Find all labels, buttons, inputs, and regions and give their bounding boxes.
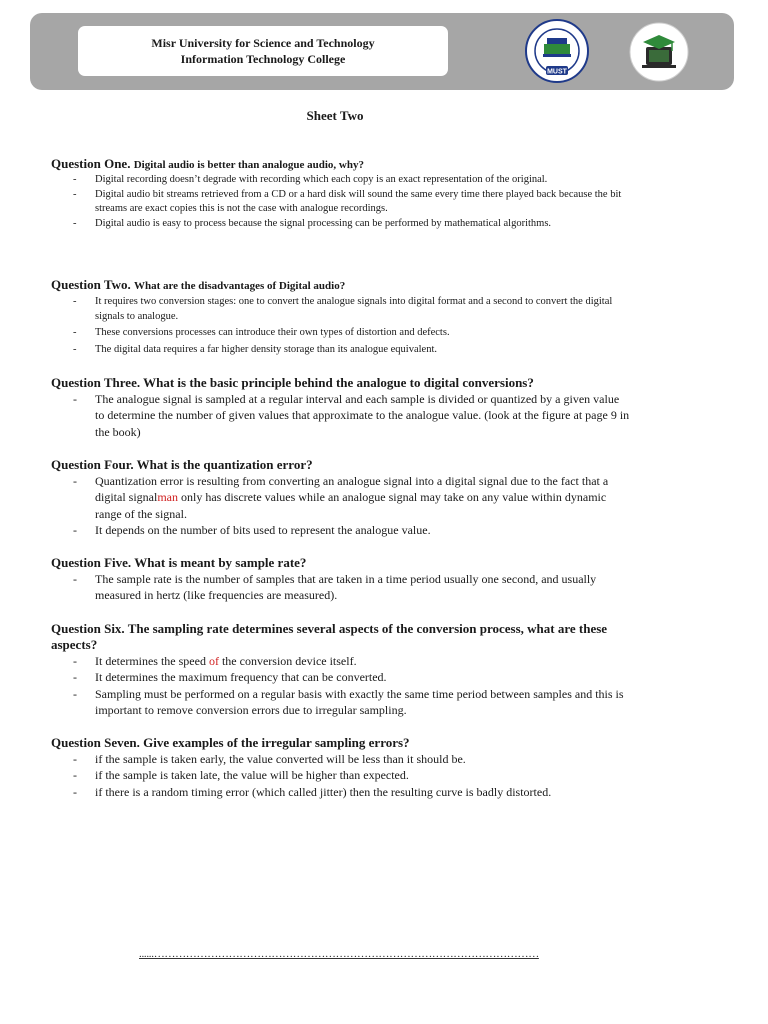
question-number: Question Seven.	[51, 735, 140, 750]
footer-dotted-line: ......………………………………………………………………………………………………	[139, 948, 539, 960]
sheet-title: Sheet Two	[306, 108, 364, 123]
question-three	[51, 375, 631, 440]
question-heading	[51, 457, 631, 473]
question-five	[51, 555, 631, 604]
header-banner	[30, 13, 734, 90]
answer-list	[51, 751, 631, 800]
list-item: - The sample rate is the number of samples that are taken in a time period usually one second, and usually measured in hertz (like frequencies are measured).	[51, 571, 631, 604]
answer-list	[51, 391, 631, 440]
question-six	[51, 621, 631, 718]
graduation-cap-logo	[628, 21, 690, 83]
question-seven	[51, 735, 631, 800]
question-text: What are the disadvantages of Digital audio?	[133, 280, 346, 292]
question-number: Question Three.	[51, 375, 141, 390]
item-text: only has discrete values while an analogue signal may take on any value within dynamic range of the signal.	[95, 490, 607, 521]
answer-list	[51, 473, 631, 538]
question-heading	[51, 555, 631, 571]
answer-list	[51, 295, 631, 358]
answer-list	[51, 173, 631, 232]
list-item: - These conversions processes can introduce their own types of distortion and defects.	[51, 326, 631, 341]
list-item: - The analogue signal is sampled at a regular interval and each sample is divided or quantized by a given value to determine the number of given values that approximate to the analogue value. (look at the figure at page 9 in the book)	[51, 391, 631, 440]
university-name: Misr University for Science and Technology	[151, 36, 375, 50]
university-name-box	[78, 26, 448, 76]
question-number: Question Four.	[51, 457, 134, 472]
list-item	[51, 653, 631, 669]
question-text: What is the quantization error?	[136, 457, 313, 472]
answer-list	[51, 571, 631, 604]
list-item: - if the sample is taken late, the value will be higher than expected.	[51, 767, 631, 783]
question-number: Question One.	[51, 156, 131, 171]
question-two	[51, 277, 631, 358]
question-text: Give examples of the irregular sampling errors?	[143, 735, 410, 750]
question-text: What is the basic principle behind the analogue to digital conversions?	[143, 375, 534, 390]
question-heading	[51, 735, 631, 751]
question-number: Question Two.	[51, 277, 131, 292]
list-item	[51, 473, 631, 522]
question-number: Question Six.	[51, 621, 125, 636]
list-item: - if the sample is taken early, the value converted will be less than it should be.	[51, 751, 631, 767]
list-item: - The digital data requires a far higher density storage than its analogue equivalent.	[51, 343, 631, 358]
question-text: Digital audio is better than analogue audio, why?	[133, 159, 364, 171]
question-text: What is meant by sample rate?	[134, 555, 307, 570]
item-text: the conversion device itself.	[218, 654, 357, 668]
university-seal-logo	[522, 18, 592, 86]
question-heading	[51, 277, 631, 294]
question-heading	[51, 621, 631, 653]
question-one	[51, 156, 631, 232]
list-item: - if there is a random timing error (which called jitter) then the resulting curve is badly distorted.	[51, 784, 631, 800]
highlighted-word: of	[208, 654, 219, 668]
list-item: - Digital audio bit streams retrieved from a CD or a hard disk will sound the same every time there played back because the bit streams are exact copies this is not the case with analogue recordings.	[51, 188, 631, 217]
answer-list	[51, 653, 631, 718]
question-heading	[51, 156, 631, 173]
highlighted-word: man	[157, 490, 178, 505]
question-heading	[51, 375, 631, 391]
seal-logo-text: MUST	[547, 68, 567, 76]
list-item: - It requires two conversion stages: one to convert the analogue signals into digital format and a second to convert the digital signals to analogue.	[51, 295, 631, 324]
question-text: The sampling rate determines several aspects of the conversion process, what are these aspects?	[51, 621, 608, 652]
item-text: It determines the speed	[95, 654, 209, 668]
list-item: - Sampling must be performed on a regular basis with exactly the same time period between samples and this is important to remove conversion errors due to irregular sampling.	[51, 686, 631, 719]
college-name: Information Technology College	[180, 52, 346, 66]
list-item: - It determines the maximum frequency that can be converted.	[51, 669, 631, 685]
list-item: - It depends on the number of bits used to represent the analogue value.	[51, 522, 631, 538]
question-number: Question Five.	[51, 555, 132, 570]
list-item: - Digital audio is easy to process because the signal processing can be performed by mathematical algorithms.	[51, 217, 631, 232]
item-text: Quantization error is resulting from converting an analogue signal into a digital signal due to the fact that a digital signal	[95, 474, 609, 505]
question-four	[51, 457, 631, 538]
list-item: - Digital recording doesn’t degrade with recording which each copy is an exact representation of the original.	[51, 173, 631, 188]
